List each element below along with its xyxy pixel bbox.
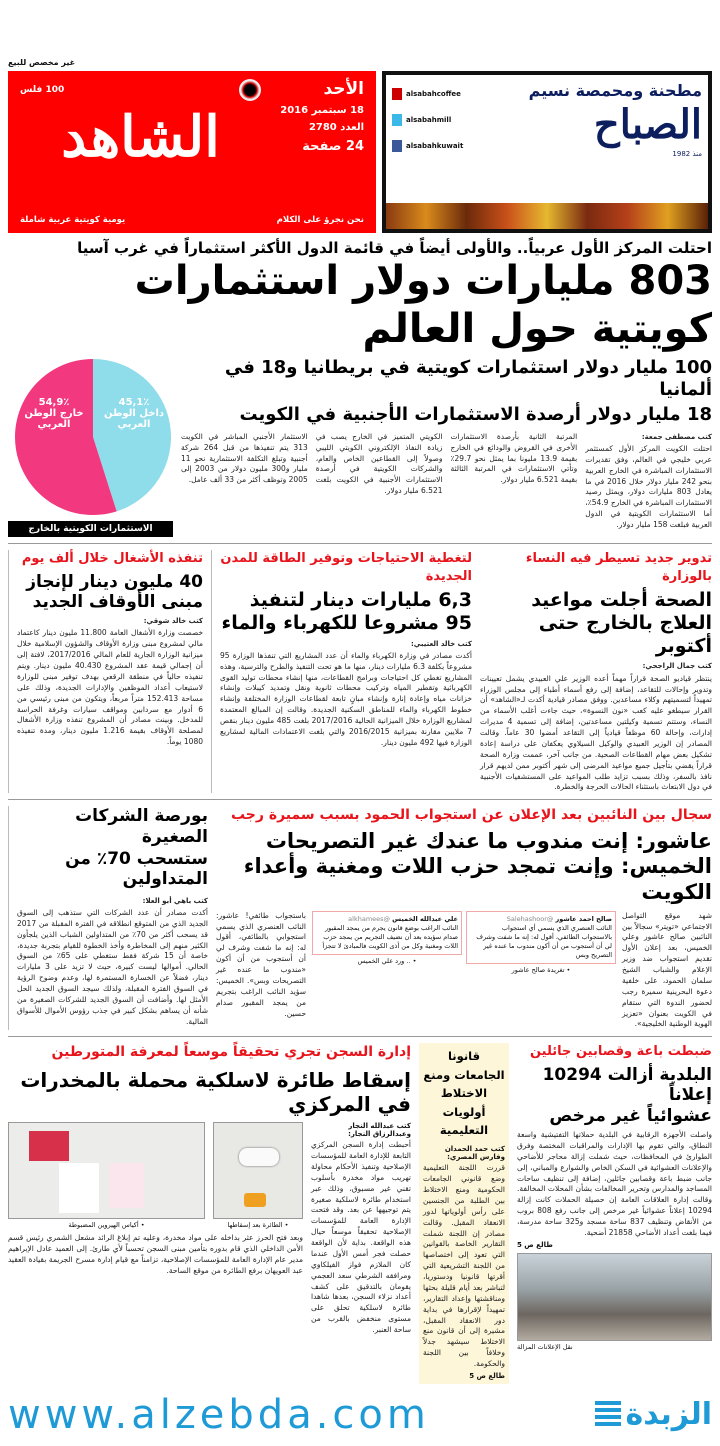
prison-body-1: كتب عبدالله النجار وعبدالرزاق النجار: أحبطت إدارة السجن المركزي التابعة للإدارة العامة للمؤسسات الإصلاحية وتنفيذ الأحكام محاولة تهريب مواد مخدرة بأسلوب تقني غير مسبوق، وذلك عبر استخدام طائرة لاسلكية صغيرة يتم توجيهها عن بعد. وقد فتحت الإدارة العامة للمؤسسات الإصلاحية تحقيقاً موسعاً حيال هذه الواقعة. بداية لأن الواقعة حصلت فجر أمس الأول عندما كان الملازم فواز الفيلكاوي ومرافقه الشرطي سعد العجمي يقومان بالتدقيق على كشف أعداد نزلاء السجن، بعدها شاهدا طائرة لاسلكية تحلق على مستوى منخفض بالقرب من ساحة العنبر.	[311, 1122, 411, 1335]
baladia-article[interactable]: ضبطت باعة وقصابين جائلين البلدية أزالت 10294 إعلاناً عشوائياً غير مرخص واصلت الأجهزة الرقابية في البلدية حملاتها التفتيشية واسعة النطاق، والتي تقوم بها الإدارات والمراقبات المختصة وفرق الطوارئ في المحافظات، حيث شملت إزالة محاجر للأضاحي والإعلانات العشوائية في السكن الخاص والشوارع والمباني، إلى جانب ضبط باعة وقصابين جائلين، إضافة إلى تنظيف ساحات المساجد والمدارس وتحرير المخالفات بشأن المحلات المخالفة. وقالت إدارة العلاقات العامة إن حصيلة الحملات كانت إزالة 10294 إعلاناً عشوائياً غير مرخص إلى جانب رفع 808 بروب من الأنقاض وتنظيف 837 ساحة مسجد و325 ساحة مدرسة، فيما بلغت أعداد الأضاحي 21858 أضحية. طالع ص 5 نقل الإعلانات المزالة	[517, 1044, 713, 1351]
eye-icon	[239, 79, 261, 101]
price: 100 فلس	[20, 85, 65, 95]
ad-since: منذ 1982	[672, 150, 702, 158]
youtube-icon	[392, 88, 402, 100]
alsabah-ad	[382, 71, 712, 233]
slogan: نحن نجرؤ على الكلام	[276, 215, 364, 225]
lead-body: كتب مصطفى جمعة: احتلت الكويت المركز الأول كمستثمر عربي خليجي في العالم، وفق تقديرات الاستثمارات المباشرة في الخارج العربية بنحو 242 مليار دولار خلال 2016 في ما يعادل 803 مليارات دولار، ويمثل رصيد الاستثمارات المباشرة في الخارج 54.9٪، أما الاستثمارات الكويتية في الدول العربية فبلغت 158 مليار دولار. المرتبة الثانية بأرصدة الاستثمارات الأخرى في القروض والودائع في الخارج بقيمة 13.9 مليونا بما يمثل نحو 29.7٪ وتأتي الاستثمارات في المرتبة الثالثة بقيمة 6.521 مليار دولار. الكويتي المتميز في الخارج يصب في زيادة النفاذ الإلكتروني الكويتي الليبي وصولاً إلى القطاعين الخاص والعام، والشركات الكويتية في أرصدة الاستثمارات الأجنبية في الكويت بلغت 6.521 مليار دولار. الاستثمار الأجنبي المباشر في الكويت 313 يتم تنفيذها من قبل 264 شركة أجنبية وتبلغ التكلفة الاستثمارية نحو 11 مليار و300 مليون دولار من 2003 إلى 2005 وتوظف أكثر من 33 ألف عامل.	[181, 431, 712, 530]
lead-subheadline-2: 18 مليار دولار أرصدة الاستثمارات الأجنبية في الكويت	[239, 404, 712, 426]
issue-number: العدد 2780	[308, 122, 364, 133]
ad-title: مطحنة ومحمصة نسيم	[528, 81, 702, 100]
not-for-sale-note: غير مخصص للبيع	[8, 58, 76, 67]
spices-image	[386, 203, 708, 229]
bourse-article[interactable]: بورصة الشركات الصغيرة ستسحب 70٪ من المتداولين كتب باهي أبو العلا: أكدت مصادر أن عدد الشركات التي ستذهب إلى السوق الجديد الذي من المتوقع انطلاقه في الفترة المقبلة من 2017 قد يسحب أكثر من 70٪ من المتداولين الشباب الذين يلجأون الكثير منهم إلى المخاطرة وأخذ الخطوة للقيام بتجربة جديدة، خاصة أن 15 شركة فقط ستغطي على 65٪ من السوق الحالي. أموالها ليست كبيرة، حيث لا تزيد على 3 مليارات دينار، فضلاً عن الخسارة المستمرة لها، وعدم وضوح الرؤية في السوق الفترة المقبلة، ولذلك سيجد السوق الجديد الحل الأمثل لها. وأضافت أن السوق الجديد للشركات الصغيرة من شأنه أن يساهم بشكل كبير في جذب رؤوس الأموال للأسواق المالية.	[8, 806, 208, 1030]
tweets	[312, 911, 616, 1031]
facebook-icon	[392, 140, 402, 152]
electricity-article[interactable]: لتغطية الاحتياجات وتوفير الطاقة للمدن الجديدة 6,3 مليارات دينار لتنفيذ 95 مشروعا للكهرباء والماء كتب خالد العتيبي: أكدت مصادر في وزارة الكهرباء والماء أن عدد المشاريع التي تنفذها الوزارة 95 مشروعاً بكلفة 6.3 مليارات دينار، منها ما هو تحت التنفيذ والطرح والترسية، وهذه المشاريع تغطي كل احتياجات وبرامج القطاعات، منها إنشاء محطات توليد القوى الكهربائية وتقطير المياه وتركيب محطات ثانوية ونقل وتمديد كيبلات وإنشاء خزانات مياه وإعادة إنارة وإنشاء مبانٍ تابعة لقطاعات الوزارة المختلفة وإنشاء خطوط الكهرباء والماء للمناطق السكنية الجديدة. وقالت إن المبالغ المعتمدة لمشاريع الوزارة خلال الميزانية الحالية 2017/2016 بلغت 485 مليون دينار بنقص 7 ملايين مقارنة بميزانية 2016/2015 والتي بلغت الاعتمادات المالية لمشاريع الوزارة فيها 492 مليون دينار.	[211, 550, 472, 793]
twitter-icon	[392, 114, 402, 126]
masthead	[8, 71, 376, 233]
date: 18 سبتمبر 2016	[280, 105, 364, 116]
ashour-article[interactable]: سجال بين النائبين بعد الإعلان عن استجواب الحمود بسبب سميرة رجب عاشور: إنت مندوب ما عندك غير التصريحات الخميس: وإنت تمجد حزب اللات ومغنية وأعداء الكويت شهد موقع التواصل الاجتماعي «تويتر» سجالاً بين النائبين صالح عاشور وعلي الخميس، بعد إعلان الأول تقديم استجواب ضد وزير الإعلام والشباب الشيخ سلمان الحمود، على خلفية دعوة البحرينية سميرة رجب لحضور الندوة التي ستقام في الكويت بعنوان «تعزيز الهوية الوطنية الخليجية». صالح احمد عاشور @Salehashoor النائب العنصري الذي يسمي أي استجواب بالاستجواب الطائفي، أقول له: إنه ما شفت وشرف لي أن أستجوب من أن أكون مندوب ما عنده غير التصريح وبس • تغريدة صالح عاشور علي عبدالله الخميس @alkhamees النائب الراغب بوضع قانون يجرم من يمجد المقبور صدام سؤيده بعد أن نضيف التجريم من يمجد حزب اللات ومغنية وكل من أذى الكويت فالمبادئ لا تتجزأ • .. ورد علي الخميس باستجواب طائفي! عاشور: النائب العنصري الذي يسمي استجوابي بالطائفي، أقول له: إنه ما شفت وشرف لي أن أستجوب من أن أكون «مندوب ما عنده غير التصريحات وبس». الخميس: سؤيد النائب الراغب بتجريم من يمجد المقبور صدام حسين.	[216, 807, 712, 1029]
lead-headline: 803 مليارات دولار استثمارات كويتية حول العالم	[134, 258, 712, 352]
bags-caption: • أكياس الهيروين المضبوطة	[68, 1221, 145, 1230]
logo-lines-icon	[595, 1401, 621, 1429]
drone-photo	[213, 1122, 303, 1219]
tagline: يومية كويتية عربية شاملة	[20, 215, 126, 225]
ad-brand: الصباح	[593, 101, 702, 148]
prison-body-2: وبعد فتح الحرز عثر بداخله على مواد مخدرة، وعليه تم إبلاغ الرائد مشعل الشمري رئيس قسم الأمن الداخلي الذي قام بدوره بتأمين مبنى السجن تحسباً لأي طارئ. إلى العميد عادل الإبراهيم مدير عام الإدارة العامة للمؤسسات الإصلاحية، تزامناً مع قيام إدارة مسرح الجريمة بقيادة العقيد عبد العويهان برفع الطائرة من موقع الساحة.	[8, 1233, 303, 1275]
social-youtube[interactable]: alsabahcoffee	[392, 81, 492, 107]
pie-chart	[13, 357, 173, 517]
issue-info	[269, 79, 364, 225]
health-article[interactable]: تدوير جديد تسيطر فيه النساء بالوزارة الصحة أجلت مواعيد العلاج بالخارج حتى أكتوبر كتب جمال الراجحي: ينتظر قياديو الصحة قراراً مهماً أعده الوزير علي العبيدي يشمل تعيينات وتدوير وإحالات للتقاعد، إضافة إلى رفع أسماء أطباء إلى مجلس الوزراء تمهيداً لتسميتهم وكلاء مساعدين. ووفق مصادر قيادية أكدت لـ«الشاهد» أن القرار سيطغو عليه كعب «نون النسوة»، حيث جاءت أغلب الأسماء من النساء، وستتم تسمية وكيلتين مساعدتين، إضافة إلى تسمية 4 مديرات إدارات، وإحالة 60 موظفاً قيادياً إلى التقاعد أمضوا 30 عاماً. وقالت المصادر إن الوزير العبيدي والوكيل السيلاوي يعكفان على دراسة إعادة تشكيل بعض مهام القطاعات الصحية. من جانب آخر، عممت وزارة الصحة قراراً يقضي بتأجيل جميع مواعيد المرضى إلى شهر أكتوبر ممن لديهم قرار نافذ بالسفر، وذلك بسبب تزايد طلب المواعيد على المستشفيات الأجنبية في دول الابتعاث باستثناء الحالات الحرجة والخطرة.	[480, 551, 712, 792]
drone-caption: • الطائرة بعد إسقاطها	[227, 1221, 289, 1230]
billboards-photo	[517, 1253, 712, 1341]
chart-title: الاستثمارات الكويتية بالخارج	[8, 521, 173, 537]
page-count: 24 صفحة	[302, 139, 364, 154]
day: الأحد	[323, 79, 364, 99]
social-facebook[interactable]: alsabahkuwait	[392, 133, 492, 159]
social-links	[392, 81, 492, 197]
lead-article[interactable]	[8, 239, 712, 537]
lead-kicker: احتلت المركز الأول عربياً.. والأولى أيضاً في قائمة الدول الأكثر استثماراً في غرب آسيا	[77, 239, 712, 257]
tweet-khamees: علي عبدالله الخميس @alkhamees النائب الراغب بوضع قانون يجرم من يمجد المقبور صدام سؤيده بعد أن نضيف التجريم من يمجد حزب اللات ومغنية وكل من أذى الكويت فالمبادئ لا تتجزأ • .. ورد علي الخميس	[312, 911, 462, 1031]
ad-text	[492, 81, 702, 197]
pie-label-outside: 54,9٪ خارج الوطن العربي	[24, 397, 84, 430]
lead-subheadline-1: 100 مليار دولار استثمارات كويتية في بريطانيا و18 في ألمانيا	[224, 357, 712, 400]
pie-label-inside: 45,1٪ داخل الوطن العربي	[103, 397, 165, 430]
watermark-url: www.alzebda.com	[8, 1391, 430, 1438]
pie-chart-block	[8, 357, 173, 537]
tweet-ashour: صالح احمد عاشور @Salehashoor النائب العنصري الذي يسمي أي استجواب بالاستجواب الطائفي، أقول له: إنه ما شفت وشرف لي أن أستجوب من أن أكون مندوب ما عنده غير التصريح وبس • تغريدة صالح عاشور	[466, 911, 616, 1031]
heroin-bags-photo	[8, 1122, 205, 1219]
universities-box[interactable]: قانونا الجامعات ومنع الاختلاط أولويات التعليمية كتب حمد الحمدان وفارس المصري: قررت اللجنة التعليمية وضع قانوني الجامعات الحكومية ومنع الاختلاط بين الطلبة من الجنسين على رأس أولوياتها لدور الانعقاد المقبل. وقالت مصادر إن اللجنة شملت التقارير الخاصة بالقوانين التي تعود إلى اختصاصها من اللجنة التشريعية التي أقرتها قانونيا ودستوريا، لتباشر بعد أيام قليلة بحثها ومناقشتها وإعداد التقارير، تمهيداً لإقرارها في بداية دور الانعقاد المقبل، مشيرة إلى أن قانون منع الاختلاط سيشهد جدلاً وخلافاً بين اللجنة والحكومة. طالع ص 5	[419, 1043, 509, 1384]
prison-article[interactable]: إدارة السجن تجري تحقيقاً موسعاً لمعرفة المتورطين إسقاط طائرة لاسلكية محملة بالمخدرات في المركزي كتب عبدالله النجار وعبدالرزاق النجار: أحبطت إدارة السجن المركزي التابعة للإدارة العامة للمؤسسات الإصلاحية وتنفيذ الأحكام محاولة تهريب مواد مخدرة بأسلوب تقني غير مسبوق، وذلك عبر استخدام طائرة لاسلكية صغيرة يتم توجيهها عن بعد. وقد فتحت الإدارة العامة للمؤسسات الإصلاحية تحقيقاً موسعاً حيال هذه الواقعة. بداية لأن الواقعة حصلت فجر أمس الأول عندما كان الملازم فواز الفيلكاوي ومرافقه الشرطي سعد العجمي يقومان بالتدقيق على كشف أعداد نزلاء السجن، بعدها شاهدا طائرة لاسلكية تحلق على مستوى منخفض بالقرب من ساحة العنبر. • الطائرة بعد إسقاطها • أكياس الهيروين المضبوطة وبعد فتح الحرز عثر بداخله على مواد مخدرة، وعليه تم إبلاغ الرائد مشعل الشمري رئيس قسم الأمن الداخلي الذي قام بدوره بتأمين مبنى السجن تحسباً لأي طارئ. إلى العميد عادل الإبراهيم مدير عام الإدارة العامة للمؤسسات الإصلاحية، تزامناً مع قيام إدارة مسرح الجريمة بقيادة العقيد عبد العويهان برفع الطائرة من موقع الساحة.	[8, 1044, 411, 1335]
social-twitter[interactable]: alsabahmill	[392, 107, 492, 133]
awqaf-article[interactable]: تنفذه الأشغال خلال ألف يوم 40 مليون دينار لإنجاز مبنى الأوقاف الجديد كتب خالد شوقي: خصصت وزارة الأشغال العامة 11.800 مليون دينار كاعتماد مالي لمشروع مبنى وزارة الأوقاف والشؤون الإسلامية خلال ميزانية الوزارة الجارية للعام المالي 2017/2016، لافتة إلى أن إجمالي قيمة عقد المشروع 40.430 مليون دينار. ويتم تنفيذه حالياً في منطقة الرقعي بهدف توفير مبنى للوزارة لاستيعاب أعداد الموظفين والإدارات الجديدة، وذلك على مساحة 152.413 متراً مربعاً، ويتكون من مبنى رئيسي من 6 أدوار مع سردابين ومواقف سيارات وغرفة الحراسة للمدخل. وبينت مصادر أن المشروع تنفذه وزارة الأشغال لمصلحة الأوقاف بقيمة 1.216 مليون دينار، ومدة تنفيذه 1080 يوماً.	[8, 550, 203, 793]
newspaper-logo: الشاهد	[61, 104, 220, 170]
watermark-logo: الزبدة	[595, 1397, 712, 1432]
